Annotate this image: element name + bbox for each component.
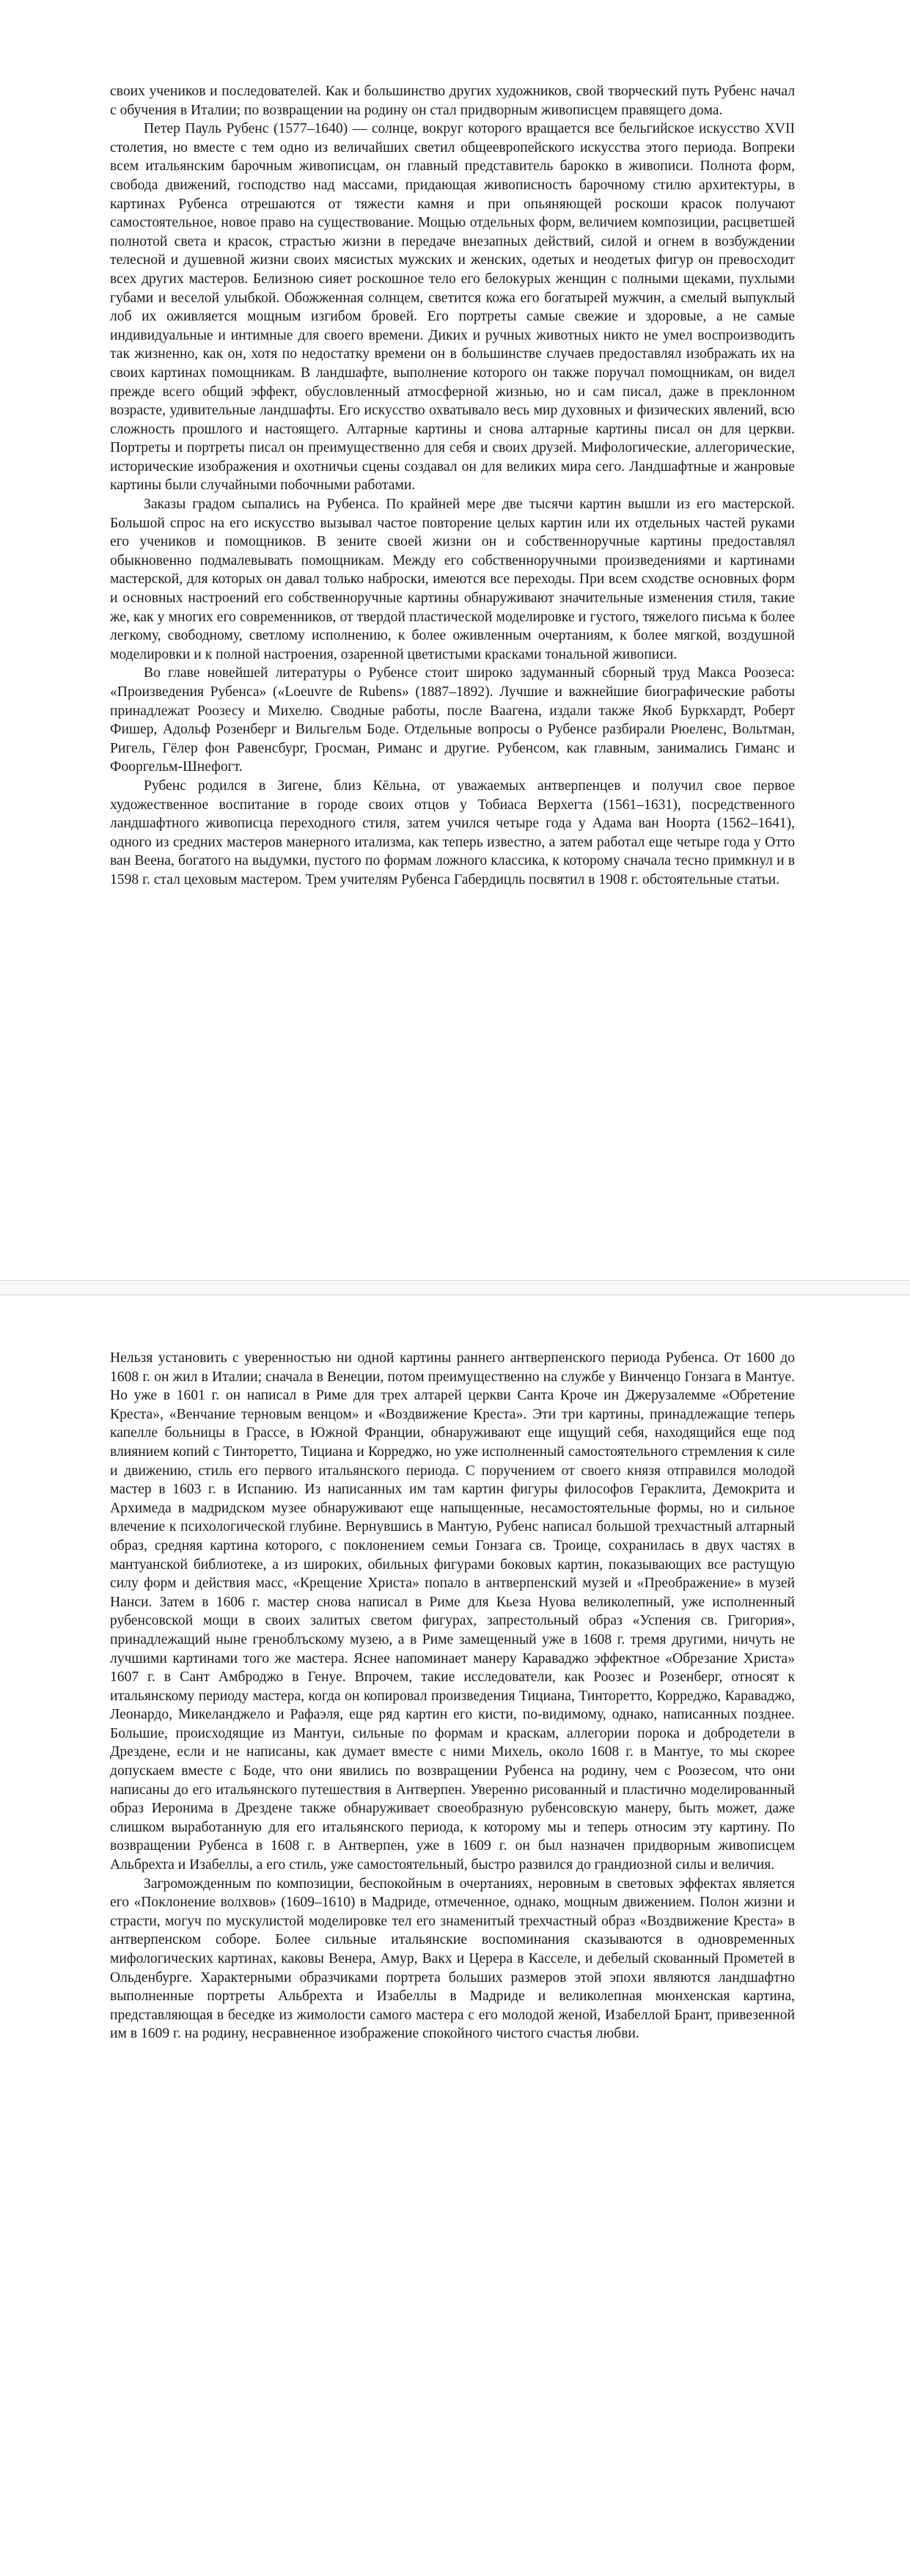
page-separator — [0, 1280, 910, 1295]
paragraph: своих учеников и последователей. Как и большинство других художников, свой творческий путь Рубенс начал с обучения в Италии; по возвращении на родину он стал придворным живописцем правящего дома. — [110, 84, 795, 118]
paragraph: Нельзя установить с уверенностью ни одной картины раннего антверпенского периода Рубенса. От 1600 до 1608 г. он жил в Италии; сначала в Венеции, потом преимущественно на службе у Винченцо Гонзага в Мантуе. Но уже в 1601 г. он написал в Риме для трех алтарей церкви Санта Кроче ин Джерузалемме «Обретение Креста», «Венчание терновым венцом» и «Воздвижение Креста». Эти три картины, принадлежащие теперь капелле больницы в Грассе, в Южной Франции, обнаруживают еще ищущий себя, находящийся еще под влиянием копий с Тинторетто, Тициана и Корреджо, но уже исполненный самостоятельного стремления к силе и движению, стиль его первого итальянского периода. С поручением от своего князя отправился молодой мастер в 1603 г. в Испанию. Из написанных им там картин фигуры философов Гераклита, Демокрита и Архимеда в мадридском музее обнаруживают еще напыщенные, несамостоятельные формы, но и сильное влечение к психологической глубине. Вернувшись в Мантую, Рубенс написал большой трехчастный алтарный образ, средняя картина которого, с поклонением семьи Гонзага св. Троице, сохранилась в двух частях в мантуанской библиотеке, а из широких, обильных фигурами боковых картин, показывающих все растущую силу форм и действия масс, «Крещение Христа» попало в антверпенский музей и «Преображение» в музей Нанси. Затем в 1606 г. мастер снова написал в Риме для Кьеза Нуова великолепный, уже исполненный рубенсовской мощи в своих залитых светом фигурах, запрестольный образ «Успения св. Григория», принадлежащий ныне греноблъскому музею, а в Риме замещенный уже в 1608 г. тремя другими, ничуть не лучшими картинами того же мастера. Яснее напоминает манеру Караваджо эффектное «Обрезание Христа» 1607 г. в Сант Амброджо в Генуе. Впрочем, такие исследователи, как Роозес и Розенберг, относят к итальянскому периоду мастера, когда он копировал произведения Тициана, Тинторетто, Корреджо, Караваджо, Леонардо, Микеланджело и Рафаэля, еще ряд картин его кисти, по-видимому, однако, написанных позднее. Большие, происходящие из Мантуи, сильные по формам и краскам, аллегории порока и добродетели в Дрездене, если и не написаны, как думает вместе с ними Михель, около 1608 г. в Мантуе, то мы скорее допускаем вместе с Боде, что они явились по возвращении Рубенса на родину, чем с Роозесом, что они написаны до его итальянского путешествия в Антверпен. Уверенно рисованный и пластично моделированный образ Иеронима в Дрездене также обнаруживает своеобразную рубенсовскую манеру, быть может, даже слишком выработанную для его итальянского периода, к которому мы и теперь относим эту картину. По возвращении Рубенса в 1608 г. в Антверпен, уже в 1609 г. он был назначен придворным живописцем Альбрехта и Изабеллы, а его стиль, уже самостоятельный, быстро развился до грандиозной силы и величия. — [110, 1350, 795, 1873]
paragraph: Петер Пауль Рубенс (1577–1640) — солнце, вокруг которого вращается все бельгийское искусство XVII столетия, но вместе с тем одно из величайших светил общеевропейского искусства этого периода. Вопреки всем итальянским барочным живописцам, он главный представитель барокко в живописи. Полнота форм, свобода движений, господство над массами, придающая живописность барочному стилю архитектуры, в картинах Рубенса отрешаются от тяжести камня и при опьяняющей роскоши красок получают самостоятельное, новое право на существование. Мощью отдельных форм, величием композиции, расцветшей полнотой света и красок, страстью жизни в передаче внезапных действий, силой и огнем в возбуждении телесной и душевной жизни своих мясистых мужских и женских, одетых и неодетых фигур он превосходит всех других мастеров. Белизною сияет роскошное тело его белокурых женщин с полными щеками, пухлыми губами и веселой улыбкой. Обожженная солнцем, светится кожа его богатырей мужчин, а смелый выпуклый лоб их оживляется мощным изгибом бровей. Его портреты самые свежие и здоровые, а не самые индивидуальные и интимные для своего времени. Диких и ручных животных никто не умел воспроизводить так жизненно, как он, хотя по недостатку времени он в большинстве случаев предоставлял изображать их на своих картинах помощникам. В ландшафте, выполнение которого он также поручал помощникам, он видел прежде всего общий эффект, обусловленный атмосферной жизнью, но и сам писал, даже в преклонном возрасте, удивительные ландшафты. Его искусство охватывало весь мир духовных и физических явлений, всю сложность прошлого и настоящего. Алтарные картины и снова алтарные картины писал он для церкви. Портреты и портреты писал он преимущественно для себя и своих друзей. Мифологические, аллегорические, исторические изображения и охотничьи сцены создавал он для великих мира сего. Ландшафтные и жанровые картины были случайными побочными работами. — [110, 121, 795, 494]
page-1 — [0, 0, 910, 1280]
paragraph: Рубенс родился в Зигене, близ Кёльна, от уважаемых антверпенцев и получил свое первое художественное воспитание в городе своих отцов у Тобиаса Верхегта (1561–1631), посредственного ландшафтного живописца переходного стиля, затем учился четыре года у Адама ван Ноорта (1562–1641), одного из средних мастеров манерного итализма, как теперь известно, а затем работал еще четыре года у Отто ван Веена, богатого на выдумки, пустого по формам ложного классика, к которому сначала тесно примкнул и в 1598 г. стал цеховым мастером. Трем учителям Рубенса Габердицль посвятил в 1908 г. обстоятельные статьи. — [110, 777, 795, 888]
text-column — [110, 82, 795, 890]
paragraph: Загроможденным по композиции, беспокойным в очертаниях, неровным в световых эффектах является его «Поклонение волхвов» (1609–1610) в Мадриде, отмеченное, однако, мощным движением. Полон жизни и страсти, могуч по мускулистой моделировке тел его знаменитый трехчастный образ «Воздвижение Креста» в антверпенском соборе. Более сильные итальянские воспоминания сказываются в одновременных мифологических картинах, каковы Венера, Амур, Вакх и Церера в Касселе, и дебелый скованный Прометей в Ольденбурге. Характерными образчиками портрета больших размеров этой эпохи являются ландшафтно выполненные портреты Альбрехта и Изабеллы в Мадриде и великолепная мюнхенская картина, представляющая в беседке из жимолости самого мастера с его молодой женой, Изабеллой Брант, привезенной им в 1609 г. на родину, несравненное изображение спокойного чистого счастья любви. — [110, 1876, 795, 2042]
paragraph: Заказы градом сыпались на Рубенса. По крайней мере две тысячи картин вышли из его мастерской. Большой спрос на его искусство вызывал частое повторение целых картин или их отдельных частей руками его учеников и помощников. В зените своей жизни он и собственноручные картины предоставлял обыкновенно подмалевывать помощникам. Между его собственноручными произведениями и картинами мастерской, для которых он давал только наброски, имеются все переходы. При всем сходстве основных форм и основных настроений его собственноручные картины обнаруживают значительные изменения стиля, такие же, как у многих его современников, от твердой пластической моделировке и густого, тяжелого письма к более легкому, свободному, светлому исполнению, к более оживленным очертаниям, к более мягкой, воздушной моделировки и к полной настроения, озаренной цветистыми красками тональной живописи. — [110, 497, 795, 662]
page-2 — [0, 1295, 910, 2576]
text-column — [110, 1349, 795, 2043]
paragraph: Во главе новейшей литературы о Рубенсе стоит широко задуманный сборный труд Макса Роозеса: «Произведения Рубенса» («Loeuvre de Rubens» (1887–1892). Лучшие и важнейшие биографические работы принадлежат Роозесу и Михелю. Сводные работы, после Ваагена, издали также Якоб Буркхардт, Роберт Фишер, Адольф Розенберг и Вильгельм Боде. Отдельные вопросы о Рубенсе разбирали Рюеленс, Вольтман, Ригель, Гёлер фон Равенсбург, Гросман, Риманс и другие. Рубенсом, как главным, занимались Гиманс и Фоοргельм-Шнефогт. — [110, 665, 795, 775]
